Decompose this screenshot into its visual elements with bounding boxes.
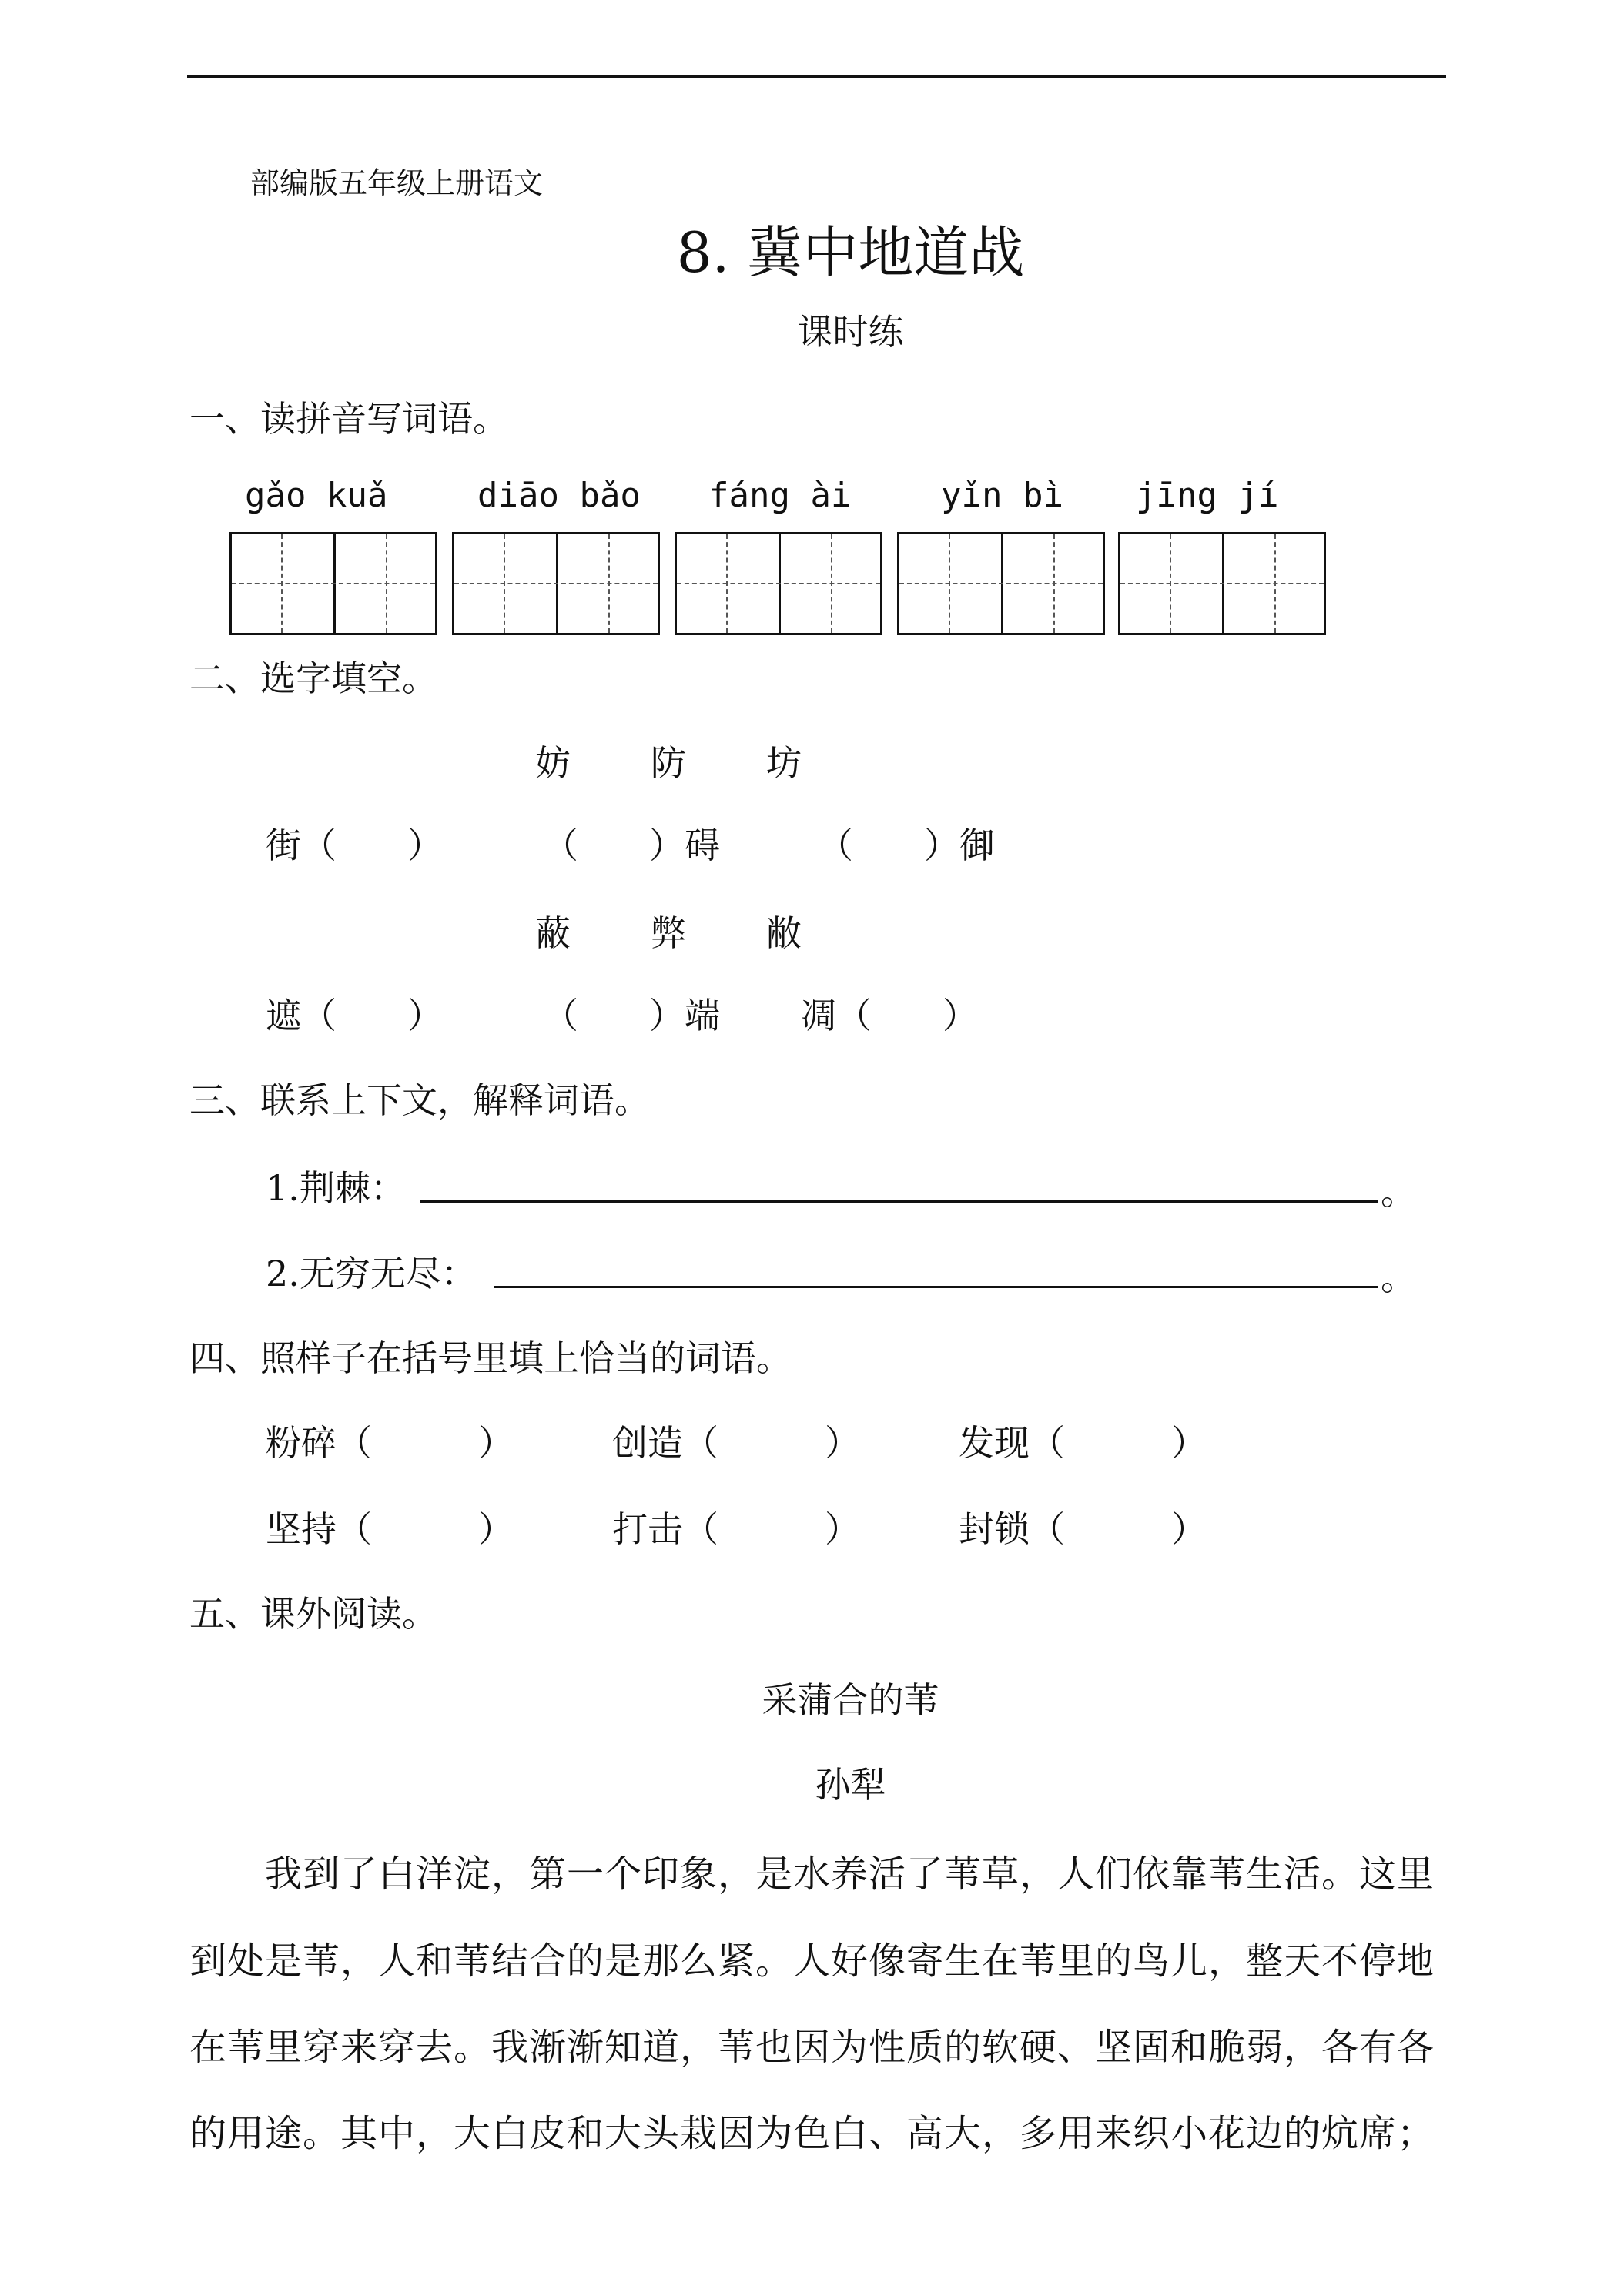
fill-item-1b[interactable]: （ ）碍	[543, 825, 720, 866]
article-title: 采蒲合的苇	[762, 1679, 939, 1721]
fill-item-2c[interactable]: 凋（ ）	[801, 995, 978, 1036]
writing-grid-3[interactable]	[675, 532, 882, 635]
writing-grid-4[interactable]	[897, 532, 1105, 635]
section3-heading: 三、联系上下文，解释词语。	[189, 1079, 650, 1121]
word-fill-1c[interactable]: 发现（ ）	[959, 1422, 1207, 1464]
writing-grid-1[interactable]	[229, 532, 437, 635]
fill-item-2b[interactable]: （ ）端	[543, 995, 720, 1036]
writing-grid-2[interactable]	[452, 532, 660, 635]
section2-heading: 二、选字填空。	[189, 658, 437, 699]
word-fill-2c[interactable]: 封锁（ ）	[959, 1508, 1207, 1550]
choice-2a: 蔽	[535, 912, 571, 954]
pinyin-3: fáng ài	[708, 476, 852, 515]
choice-2b: 弊	[651, 912, 686, 954]
explain-end-2: 。	[1381, 1257, 1416, 1298]
fill-item-2a[interactable]: 遮（ ）	[266, 995, 443, 1036]
top-rule	[187, 75, 1446, 78]
fill-item-1c[interactable]: （ ）御	[818, 825, 995, 866]
writing-grid-5[interactable]	[1118, 532, 1326, 635]
pinyin-1: gǎo kuǎ	[245, 476, 388, 515]
pinyin-5: jīng jí	[1136, 476, 1279, 515]
explain-label-1: 1.荆棘：	[266, 1167, 406, 1209]
article-line-2: 到处是苇，人和苇结合的是那么紧。人好像寄生在苇里的鸟儿，整天不停地	[189, 1940, 1435, 1983]
section1-heading: 一、读拼音写词语。	[189, 398, 508, 440]
article-line-4: 的用途。其中，大白皮和大头栽因为色白、高大，多用来织小花边的炕席；	[189, 2112, 1435, 2155]
word-fill-1b[interactable]: 创造（ ）	[612, 1422, 860, 1464]
word-fill-1a[interactable]: 粉碎（ ）	[266, 1422, 514, 1464]
choice-1b: 防	[651, 742, 686, 784]
choice-1c: 坊	[766, 742, 802, 784]
word-fill-2b[interactable]: 打击（ ）	[612, 1508, 860, 1550]
subject-label: 部编版五年级上册语文	[250, 166, 544, 200]
pinyin-4: yǐn bì	[941, 476, 1063, 515]
page-subtitle: 课时练	[797, 311, 904, 353]
choice-1a: 妨	[535, 742, 571, 784]
explain-end-1: 。	[1381, 1171, 1416, 1213]
section5-heading: 五、课外阅读。	[189, 1593, 437, 1635]
article-author: 孙犁	[815, 1764, 886, 1806]
answer-line-1[interactable]	[420, 1200, 1378, 1203]
choice-2c: 敝	[766, 912, 802, 954]
page-title: 8. 冀中地道战	[676, 220, 1025, 285]
article-line-3: 在苇里穿来穿去。我渐渐知道，苇也因为性质的软硬、坚固和脆弱，各有各	[189, 2026, 1435, 2069]
pinyin-2: diāo bǎo	[477, 476, 641, 515]
explain-label-2: 2.无穷无尽：	[266, 1253, 477, 1294]
fill-item-1a[interactable]: 街（ ）	[266, 825, 443, 866]
section4-heading: 四、照样子在括号里填上恰当的词语。	[189, 1337, 792, 1379]
word-fill-2a[interactable]: 坚持（ ）	[266, 1508, 514, 1550]
answer-line-2[interactable]	[494, 1286, 1378, 1288]
article-line-1: 我到了白洋淀，第一个印象，是水养活了苇草，人们依靠苇生活。这里	[189, 1853, 1435, 1896]
